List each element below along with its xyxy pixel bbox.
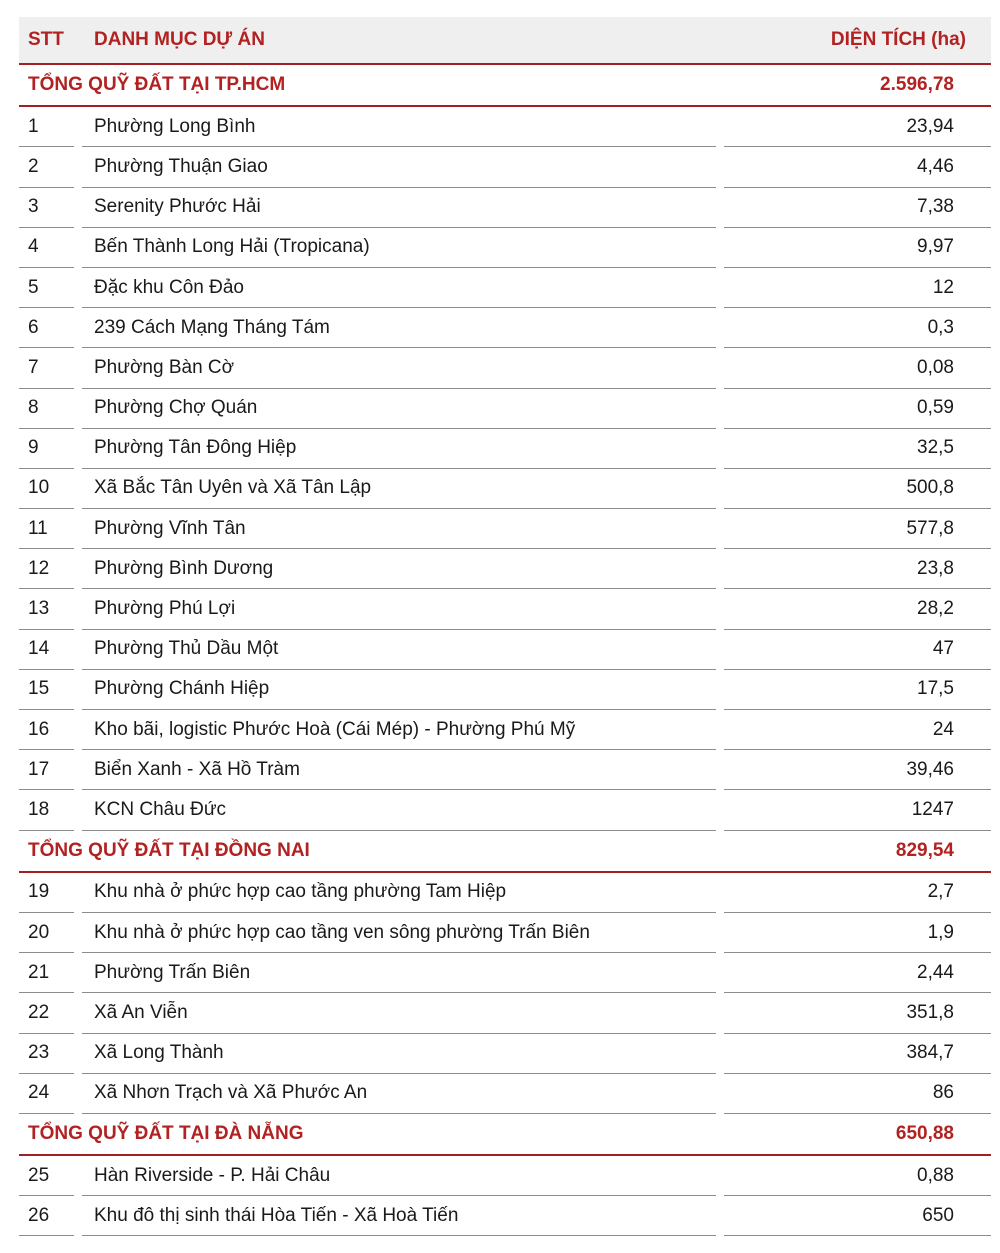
land-fund-table — [19, 0, 991, 1236]
table-row — [19, 429, 991, 469]
row-project-name: Phường Vĩnh Tân — [82, 509, 716, 549]
row-project-name: 239 Cách Mạng Tháng Tám — [82, 308, 716, 348]
table-row — [19, 750, 991, 790]
section-total-row — [19, 1114, 991, 1156]
table-row — [19, 670, 991, 710]
row-area: 32,5 — [724, 429, 991, 469]
row-project-name: Xã An Viễn — [82, 993, 716, 1033]
row-project-name: Phường Chợ Quán — [82, 389, 716, 429]
table-row — [19, 308, 991, 348]
table-row — [19, 228, 991, 268]
table-row — [19, 1074, 991, 1114]
table-header — [19, 17, 991, 65]
row-stt: 12 — [19, 549, 74, 589]
row-project-name: Phường Thuận Giao — [82, 147, 716, 187]
table-row — [19, 389, 991, 429]
header-area: DIỆN TÍCH (ha) — [830, 29, 966, 50]
table-row — [19, 913, 991, 953]
row-project-name: Hàn Riverside - P. Hải Châu — [82, 1156, 716, 1196]
header-stt: STT — [28, 29, 64, 50]
row-stt: 3 — [19, 188, 74, 228]
row-area: 17,5 — [724, 670, 991, 710]
row-area: 28,2 — [724, 589, 991, 629]
row-project-name: Serenity Phước Hải — [82, 188, 716, 228]
row-project-name: Khu nhà ở phức hợp cao tầng phường Tam Hiệp — [82, 873, 716, 913]
row-project-name: Phường Phú Lợi — [82, 589, 716, 629]
header-project-list: DANH MỤC DỰ ÁN — [94, 29, 265, 50]
table-row — [19, 1196, 991, 1236]
row-stt: 25 — [19, 1156, 74, 1196]
table-row — [19, 509, 991, 549]
row-project-name: Xã Long Thành — [82, 1034, 716, 1074]
row-area: 4,46 — [724, 147, 991, 187]
row-area: 0,08 — [724, 348, 991, 388]
table-row — [19, 147, 991, 187]
row-area: 2,7 — [724, 873, 991, 913]
row-area: 39,46 — [724, 750, 991, 790]
row-stt: 6 — [19, 308, 74, 348]
row-area: 24 — [724, 710, 991, 750]
table-row — [19, 630, 991, 670]
row-stt: 19 — [19, 873, 74, 913]
table-row — [19, 268, 991, 308]
row-project-name: Phường Long Bình — [82, 107, 716, 147]
row-project-name: Phường Bình Dương — [82, 549, 716, 589]
section-total-area: 2.596,78 — [880, 74, 954, 96]
row-project-name: Phường Chánh Hiệp — [82, 670, 716, 710]
row-stt: 17 — [19, 750, 74, 790]
table-row — [19, 993, 991, 1033]
row-project-name: Đặc khu Côn Đảo — [82, 268, 716, 308]
table-row — [19, 107, 991, 147]
row-project-name: Phường Trấn Biên — [82, 953, 716, 993]
table-row — [19, 710, 991, 750]
row-stt: 4 — [19, 228, 74, 268]
row-stt: 24 — [19, 1074, 74, 1114]
table-row — [19, 1156, 991, 1196]
row-stt: 7 — [19, 348, 74, 388]
row-project-name: Phường Thủ Dầu Một — [82, 630, 716, 670]
row-area: 2,44 — [724, 953, 991, 993]
row-project-name: Xã Bắc Tân Uyên và Xã Tân Lập — [82, 469, 716, 509]
section-total-row — [19, 65, 991, 107]
row-stt: 1 — [19, 107, 74, 147]
row-stt: 14 — [19, 630, 74, 670]
row-project-name: Phường Tân Đông Hiệp — [82, 429, 716, 469]
row-project-name: Khu nhà ở phức hợp cao tầng ven sông phường Trấn Biên — [82, 913, 716, 953]
row-project-name: KCN Châu Đức — [82, 790, 716, 830]
section-title: TỔNG QUỸ ĐẤT TẠI ĐỒNG NAI — [28, 839, 310, 861]
section-total-row — [19, 831, 991, 873]
row-area: 9,97 — [724, 228, 991, 268]
row-area: 7,38 — [724, 188, 991, 228]
row-stt: 21 — [19, 953, 74, 993]
row-stt: 20 — [19, 913, 74, 953]
row-project-name: Bến Thành Long Hải (Tropicana) — [82, 228, 716, 268]
row-area: 86 — [724, 1074, 991, 1114]
table-row — [19, 1034, 991, 1074]
row-stt: 8 — [19, 389, 74, 429]
table-row — [19, 953, 991, 993]
section-title: TỔNG QUỸ ĐẤT TẠI ĐÀ NẴNG — [28, 1122, 304, 1144]
row-area: 0,88 — [724, 1156, 991, 1196]
table-row — [19, 188, 991, 228]
row-stt: 5 — [19, 268, 74, 308]
row-project-name: Biển Xanh - Xã Hồ Tràm — [82, 750, 716, 790]
row-area: 0,59 — [724, 389, 991, 429]
row-area: 23,8 — [724, 549, 991, 589]
row-stt: 22 — [19, 993, 74, 1033]
row-area: 1,9 — [724, 913, 991, 953]
row-stt: 13 — [19, 589, 74, 629]
row-area: 500,8 — [724, 469, 991, 509]
row-area: 47 — [724, 630, 991, 670]
table-row — [19, 348, 991, 388]
table-row — [19, 549, 991, 589]
row-stt: 2 — [19, 147, 74, 187]
row-stt: 15 — [19, 670, 74, 710]
table-body — [19, 65, 991, 1236]
row-project-name: Phường Bàn Cờ — [82, 348, 716, 388]
row-area: 351,8 — [724, 993, 991, 1033]
row-area: 0,3 — [724, 308, 991, 348]
table-row — [19, 790, 991, 830]
row-area: 384,7 — [724, 1034, 991, 1074]
table-row — [19, 469, 991, 509]
row-area: 1247 — [724, 790, 991, 830]
section-total-area: 650,88 — [895, 1122, 954, 1144]
table-row — [19, 873, 991, 913]
row-stt: 26 — [19, 1196, 74, 1236]
row-stt: 23 — [19, 1034, 74, 1074]
row-area: 650 — [724, 1196, 991, 1236]
row-project-name: Khu đô thị sinh thái Hòa Tiến - Xã Hoà Tiến — [82, 1196, 716, 1236]
row-project-name: Xã Nhơn Trạch và Xã Phước An — [82, 1074, 716, 1114]
row-area: 12 — [724, 268, 991, 308]
row-stt: 11 — [19, 509, 74, 549]
row-stt: 10 — [19, 469, 74, 509]
row-area: 23,94 — [724, 107, 991, 147]
row-stt: 18 — [19, 790, 74, 830]
row-area: 577,8 — [724, 509, 991, 549]
row-project-name: Kho bãi, logistic Phước Hoà (Cái Mép) - Phường Phú Mỹ — [82, 710, 716, 750]
section-total-area: 829,54 — [895, 839, 954, 861]
row-stt: 16 — [19, 710, 74, 750]
section-title: TỔNG QUỸ ĐẤT TẠI TP.HCM — [28, 74, 286, 96]
table-row — [19, 589, 991, 629]
row-stt: 9 — [19, 429, 74, 469]
